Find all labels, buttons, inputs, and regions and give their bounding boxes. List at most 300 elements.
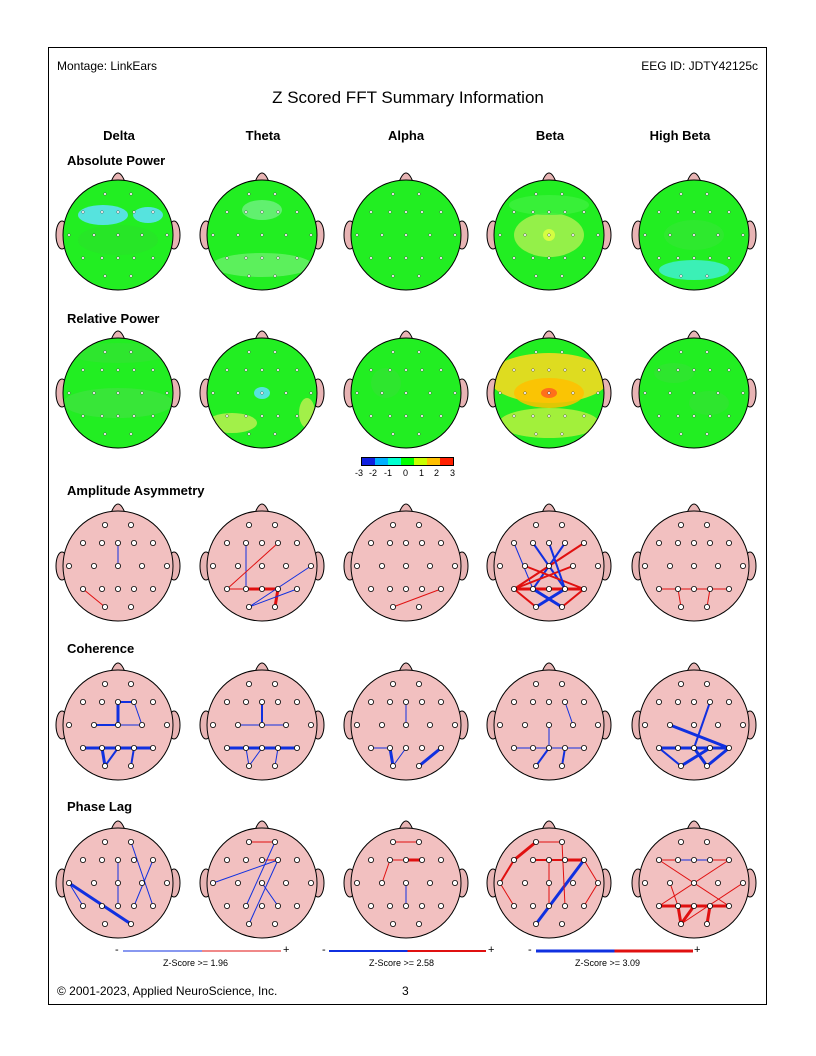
electrode (421, 415, 424, 418)
electrode (261, 369, 264, 372)
electrode (513, 369, 516, 372)
montage-label: Montage: LinkEars (57, 59, 158, 73)
electrode (368, 903, 373, 908)
electrode (381, 392, 384, 395)
electrode (245, 257, 248, 260)
electrode (704, 681, 709, 686)
electrode (742, 234, 745, 237)
electrode (248, 351, 251, 354)
electrode (226, 211, 229, 214)
electrode (99, 745, 104, 750)
electrode (546, 563, 551, 568)
electrode (370, 257, 373, 260)
electrode (581, 699, 586, 704)
electrode (535, 193, 538, 196)
electrode (387, 745, 392, 750)
electrode (559, 681, 564, 686)
electrode (275, 857, 280, 862)
electrode (356, 392, 359, 395)
electrode (212, 392, 215, 395)
electrode (691, 540, 696, 545)
topo-patches (489, 353, 609, 438)
electrode (709, 211, 712, 214)
legend-label: Z-Score >= 3.09 (575, 958, 641, 968)
electrode (677, 257, 680, 260)
electrode (562, 540, 567, 545)
head-map (200, 821, 324, 938)
head-map (487, 331, 611, 448)
legend-label: Z-Score >= 1.96 (163, 958, 229, 968)
electrode (693, 369, 696, 372)
electrode (532, 257, 535, 260)
electrode (370, 369, 373, 372)
head-map (632, 663, 756, 780)
electrode (438, 903, 443, 908)
electrode (452, 563, 457, 568)
topo-patch (133, 207, 163, 223)
electrode (390, 921, 395, 926)
electrode (150, 745, 155, 750)
electrode (128, 763, 133, 768)
electrode (272, 604, 277, 609)
electrode (403, 722, 408, 727)
electrode (511, 903, 516, 908)
row-label-coherence: Coherence (67, 641, 135, 656)
electrode (546, 857, 551, 862)
electrode (533, 604, 538, 609)
scale-swatch (427, 458, 440, 465)
electrode (117, 257, 120, 260)
head-map (56, 173, 180, 290)
electrode (274, 351, 277, 354)
electrode (368, 745, 373, 750)
electrode (370, 415, 373, 418)
electrode (283, 722, 288, 727)
electrode (728, 369, 731, 372)
electrode (390, 604, 395, 609)
electrode (530, 586, 535, 591)
electrode (128, 839, 133, 844)
electrode (548, 211, 551, 214)
electrode (421, 257, 424, 260)
electrode (259, 540, 264, 545)
legend-plus: + (283, 944, 290, 956)
electrode (658, 211, 661, 214)
electrode (99, 903, 104, 908)
electrode (416, 921, 421, 926)
head-map (200, 331, 324, 448)
electrode (511, 699, 516, 704)
electrode (66, 722, 71, 727)
electrode (283, 880, 288, 885)
electrode (438, 745, 443, 750)
row-label-absolute-power: Absolute Power (67, 153, 166, 168)
electrode (403, 745, 408, 750)
electrode (354, 722, 359, 727)
electrode (224, 903, 229, 908)
electrode (387, 903, 392, 908)
electrode (530, 903, 535, 908)
electrode (546, 880, 551, 885)
electrode (561, 351, 564, 354)
head-map (632, 504, 756, 621)
electrode (368, 699, 373, 704)
legend-minus: - (115, 944, 119, 956)
electrode (245, 415, 248, 418)
scale-tick: 3 (450, 468, 456, 478)
electrode (416, 763, 421, 768)
electrode (454, 234, 457, 237)
electrode (524, 234, 527, 237)
electrode (277, 257, 280, 260)
electrode (80, 699, 85, 704)
scale-tick: 0 (403, 468, 409, 478)
electrode (152, 369, 155, 372)
electrode (285, 392, 288, 395)
electrode (726, 745, 731, 750)
electrode (726, 540, 731, 545)
electrode (115, 586, 120, 591)
electrode (675, 699, 680, 704)
electrode (133, 257, 136, 260)
electrode (583, 369, 586, 372)
topo-patch (499, 408, 599, 438)
electrode (368, 586, 373, 591)
electrode (261, 211, 264, 214)
electrode (693, 415, 696, 418)
electrode (693, 392, 696, 395)
electrode (272, 681, 277, 686)
electrode (131, 857, 136, 862)
electrode (693, 211, 696, 214)
electrode (403, 563, 408, 568)
electrode (117, 369, 120, 372)
electrode (141, 234, 144, 237)
electrode (224, 745, 229, 750)
legend-minus: - (528, 944, 532, 956)
electrode (102, 763, 107, 768)
electrode (583, 415, 586, 418)
electrode (226, 257, 229, 260)
electrode (535, 275, 538, 278)
electrode (564, 415, 567, 418)
electrode (707, 540, 712, 545)
electrode (427, 563, 432, 568)
electrode (115, 745, 120, 750)
electrode (133, 415, 136, 418)
electrode (272, 839, 277, 844)
electrode (102, 921, 107, 926)
electrode (82, 257, 85, 260)
electrode (66, 880, 71, 885)
electrode (499, 392, 502, 395)
electrode (243, 586, 248, 591)
electrode (243, 745, 248, 750)
electrode (709, 415, 712, 418)
electrode (224, 540, 229, 545)
electrode (511, 540, 516, 545)
head-map (344, 821, 468, 938)
eeg-id-label: EEG ID: JDTY42125c (641, 59, 758, 73)
electrode (511, 745, 516, 750)
electrode (548, 369, 551, 372)
electrode (392, 193, 395, 196)
electrode (235, 563, 240, 568)
scale-swatch (362, 458, 375, 465)
head-map (344, 663, 468, 780)
electrode (562, 586, 567, 591)
electrode (704, 921, 709, 926)
band-high-beta: High Beta (649, 128, 711, 143)
electrode (277, 369, 280, 372)
electrode (533, 763, 538, 768)
electrode (310, 234, 313, 237)
electrode (658, 369, 661, 372)
electrode (226, 415, 229, 418)
electrode (530, 699, 535, 704)
electrode (740, 880, 745, 885)
electrode (389, 257, 392, 260)
electrode (390, 522, 395, 527)
color-scale (361, 457, 454, 466)
electrode (354, 563, 359, 568)
electrode (99, 699, 104, 704)
electrode (559, 604, 564, 609)
electrode (128, 522, 133, 527)
electrode (99, 540, 104, 545)
electrode (275, 540, 280, 545)
topo-patch (654, 363, 694, 383)
electrode (354, 880, 359, 885)
electrode (667, 563, 672, 568)
band-alpha: Alpha (387, 128, 425, 143)
electrode (559, 763, 564, 768)
electrode (429, 234, 432, 237)
electrode (581, 540, 586, 545)
electrode (693, 257, 696, 260)
electrode (390, 839, 395, 844)
electrode (497, 722, 502, 727)
electrode (296, 369, 299, 372)
electrode (656, 699, 661, 704)
electrode (581, 745, 586, 750)
electrode (259, 745, 264, 750)
electrode (93, 392, 96, 395)
electrode (259, 880, 264, 885)
electrode (82, 369, 85, 372)
electrode (728, 415, 731, 418)
band-delta: Delta (103, 128, 135, 143)
electrode (259, 699, 264, 704)
electrode (546, 699, 551, 704)
electrode (115, 563, 120, 568)
electrode (561, 193, 564, 196)
electrode (115, 540, 120, 545)
electrode (246, 839, 251, 844)
electrode (80, 745, 85, 750)
electrode (294, 699, 299, 704)
electrode (418, 193, 421, 196)
electrode (530, 745, 535, 750)
electrode (133, 211, 136, 214)
head-map (487, 504, 611, 621)
electrode (370, 211, 373, 214)
topo-patch (78, 225, 158, 255)
electrode (419, 903, 424, 908)
page-title: Z Scored FFT Summary Information (272, 88, 544, 107)
electrode (387, 857, 392, 862)
electrode (115, 857, 120, 862)
electrode (224, 699, 229, 704)
electrode (656, 586, 661, 591)
electrode (418, 275, 421, 278)
electrode (535, 351, 538, 354)
electrode (597, 234, 600, 237)
electrode (427, 880, 432, 885)
electrode (405, 415, 408, 418)
electrode (452, 880, 457, 885)
electrode (511, 857, 516, 862)
electrode (261, 234, 264, 237)
electrode (658, 415, 661, 418)
electrode (403, 880, 408, 885)
electrode (243, 540, 248, 545)
electrode (405, 257, 408, 260)
electrode (130, 193, 133, 196)
electrode (691, 586, 696, 591)
electrode (210, 880, 215, 885)
electrode (224, 586, 229, 591)
electrode (546, 722, 551, 727)
electrode (275, 745, 280, 750)
electrode (583, 257, 586, 260)
electrode (389, 369, 392, 372)
electrode (546, 586, 551, 591)
electrode (419, 857, 424, 862)
electrode (68, 392, 71, 395)
electrode (562, 745, 567, 750)
electrode (152, 415, 155, 418)
electrode (440, 211, 443, 214)
electrode (102, 522, 107, 527)
electrode (707, 857, 712, 862)
electrode (715, 880, 720, 885)
electrode (246, 681, 251, 686)
topo-patch (207, 413, 257, 433)
electrode (93, 234, 96, 237)
electrode (440, 415, 443, 418)
electrode (403, 699, 408, 704)
electrode (691, 722, 696, 727)
electrode (285, 234, 288, 237)
electrode (726, 903, 731, 908)
electrode (709, 257, 712, 260)
electrode (104, 275, 107, 278)
electrode (390, 681, 395, 686)
electrode (104, 351, 107, 354)
electrode (246, 522, 251, 527)
electrode (405, 211, 408, 214)
electrode (438, 857, 443, 862)
electrode (530, 857, 535, 862)
page-number: 3 (402, 984, 409, 998)
electrode (427, 722, 432, 727)
electrode (248, 275, 251, 278)
electrode (115, 903, 120, 908)
legend-minus: - (322, 944, 326, 956)
electrode (597, 392, 600, 395)
electrode (102, 604, 107, 609)
scale-swatch (388, 458, 401, 465)
electrode (294, 903, 299, 908)
electrode (677, 211, 680, 214)
electrode (559, 921, 564, 926)
electrode (440, 257, 443, 260)
electrode (706, 433, 709, 436)
electrode (99, 586, 104, 591)
electrode (644, 234, 647, 237)
electrode (274, 193, 277, 196)
electrode (642, 880, 647, 885)
electrode (581, 857, 586, 862)
electrode (379, 880, 384, 885)
electrode (740, 563, 745, 568)
electrode (715, 722, 720, 727)
scale-tick: -1 (384, 468, 393, 478)
head-map (344, 504, 468, 621)
electrode (429, 392, 432, 395)
electrode (164, 880, 169, 885)
head-map (56, 663, 180, 780)
electrode (419, 540, 424, 545)
scale-swatch (414, 458, 427, 465)
electrode (656, 540, 661, 545)
electrode (152, 257, 155, 260)
electrode (728, 257, 731, 260)
electrode (235, 722, 240, 727)
electrode (235, 880, 240, 885)
electrode (570, 563, 575, 568)
electrode (706, 351, 709, 354)
electrode (704, 763, 709, 768)
electrode (513, 211, 516, 214)
electrode (210, 722, 215, 727)
electrode (403, 903, 408, 908)
electrode (210, 563, 215, 568)
electrode (706, 193, 709, 196)
head-map (632, 173, 756, 290)
electrode (91, 880, 96, 885)
electrode (212, 234, 215, 237)
electrode (706, 275, 709, 278)
electrode (438, 586, 443, 591)
electrode (275, 699, 280, 704)
electrode (368, 857, 373, 862)
electrode (308, 563, 313, 568)
electrode (522, 722, 527, 727)
electrode (572, 234, 575, 237)
electrode (669, 392, 672, 395)
electrode (675, 586, 680, 591)
electrode (642, 563, 647, 568)
electrode (581, 586, 586, 591)
electrode (642, 722, 647, 727)
electrode (680, 193, 683, 196)
electrode (164, 722, 169, 727)
electrode (416, 522, 421, 527)
electrode (546, 540, 551, 545)
electrode (595, 563, 600, 568)
